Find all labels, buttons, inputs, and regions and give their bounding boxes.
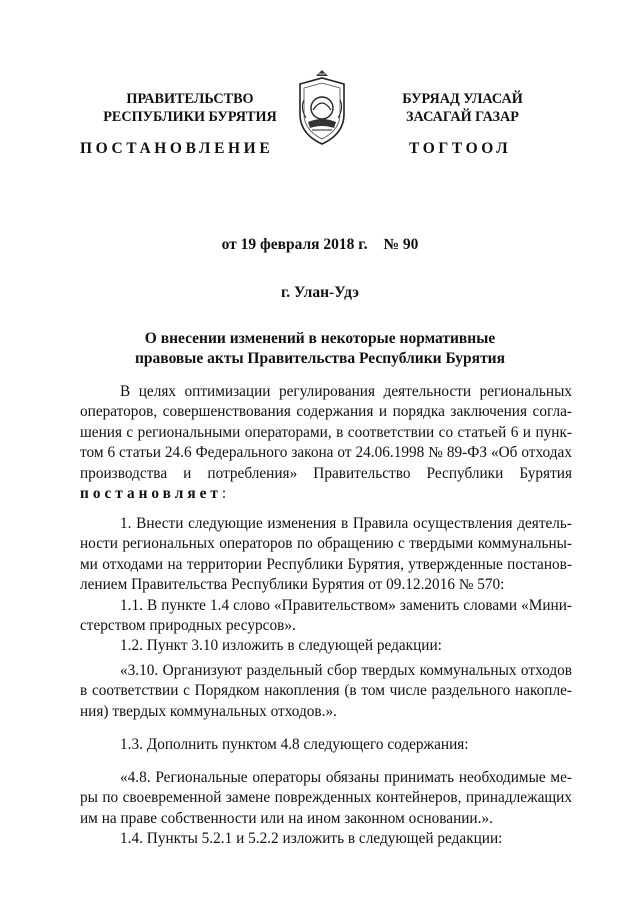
quote2-line-1: «4.8. Региональные операторы обязаны принимать необходимые ме-: [120, 769, 572, 786]
item-1-paragraph: [80, 514, 572, 657]
quote-4-8: [80, 768, 572, 850]
item1-line-3: ми отходами на территории Республики Бурятия, утвержденные постанов-: [80, 555, 572, 573]
document-number: № 90: [383, 236, 419, 253]
date-number-line: [0, 236, 640, 254]
item1-line-1: 1. Внести следующие изменения в Правила осуществления деятель-: [120, 515, 572, 532]
quote2-line-3: им на праве собственности или на ином законном основании.».: [80, 809, 493, 827]
quote2-line-2: ры по своевременной замене поврежденных контейнеров, принадлежащих: [80, 789, 572, 807]
intro-paragraph: [80, 382, 572, 504]
item1-line-6: стерством природных ресурсов».: [80, 617, 296, 635]
title-line-1: О внесении изменений в некоторые нормативные: [144, 330, 496, 347]
resolution-verb-line: [80, 484, 572, 504]
document-title: [0, 329, 640, 369]
title-line-2: правовые акты Правительства Республики Бурятия: [135, 350, 505, 367]
item13-line: 1.3. Дополнить пунктом 4.8 следующего содержания:: [120, 736, 469, 753]
item-1-3: [80, 735, 572, 755]
resolution-verb: постановляет: [80, 485, 222, 503]
document-city: г. Улан-Удэ: [280, 284, 359, 301]
item1-line-4: лением Правительства Республики Бурятия от 09.12.2016 № 570:: [80, 576, 505, 594]
intro-line-1: В целях оптимизации регулирования деятельности региональных: [120, 383, 572, 400]
quote1-line-3: ния) твердых коммунальных отходов.».: [80, 702, 337, 720]
quote1-line-2: в соответствии с Порядком накопления (в том числе раздельного накопле-: [80, 682, 572, 700]
doc-type-russian: ПОСТАНОВЛЕНИЕ: [80, 140, 274, 157]
government-name-russian: [75, 90, 305, 126]
item1-line-2: ности региональных операторов по обращению с твердыми коммунальны-: [80, 535, 572, 553]
quote1-line-1: «3.10. Организуют раздельный сбор твердых коммунальных отходов: [120, 662, 572, 679]
header-right-line-2: ЗАСАГАЙ ГАЗАР: [406, 109, 519, 125]
intro-line-3: шения с региональными операторами, в соответствии со статьей 6 и пунк-: [80, 423, 572, 441]
intro-line-2: операторов, совершенствования содержания и порядка заключения согла-: [80, 403, 572, 421]
header-right-line-1: БУРЯАД УЛАСАЙ: [402, 91, 523, 107]
coat-of-arms-icon: [294, 70, 350, 146]
government-name-buryat: [355, 90, 570, 126]
resolution-colon: :: [221, 485, 227, 503]
header-left-line-2: РЕСПУБЛИКИ БУРЯТИЯ: [103, 109, 277, 125]
intro-line-5: производства и потребления» Правительство Республики Бурятия: [80, 464, 572, 482]
doc-type-buryat: ТОГТООЛ: [409, 140, 512, 157]
quote-3-10: [80, 661, 572, 722]
item1-line-7: 1.2. Пункт 3.10 изложить в следующей редакции:: [120, 637, 442, 655]
quote2-line-4: 1.4. Пункты 5.2.1 и 5.2.2 изложить в следующей редакции:: [120, 830, 503, 848]
header-left-line-1: ПРАВИТЕЛЬСТВО: [126, 91, 254, 107]
document-date: от 19 февраля 2018 г.: [221, 236, 368, 253]
item1-line-5: 1.1. В пункте 1.4 слово «Правительством» заменить словами «Мини-: [120, 596, 572, 614]
intro-line-4: том 6 статьи 24.6 Федерального закона от 24.06.1998 № 89-ФЗ «Об отходах: [80, 444, 572, 462]
